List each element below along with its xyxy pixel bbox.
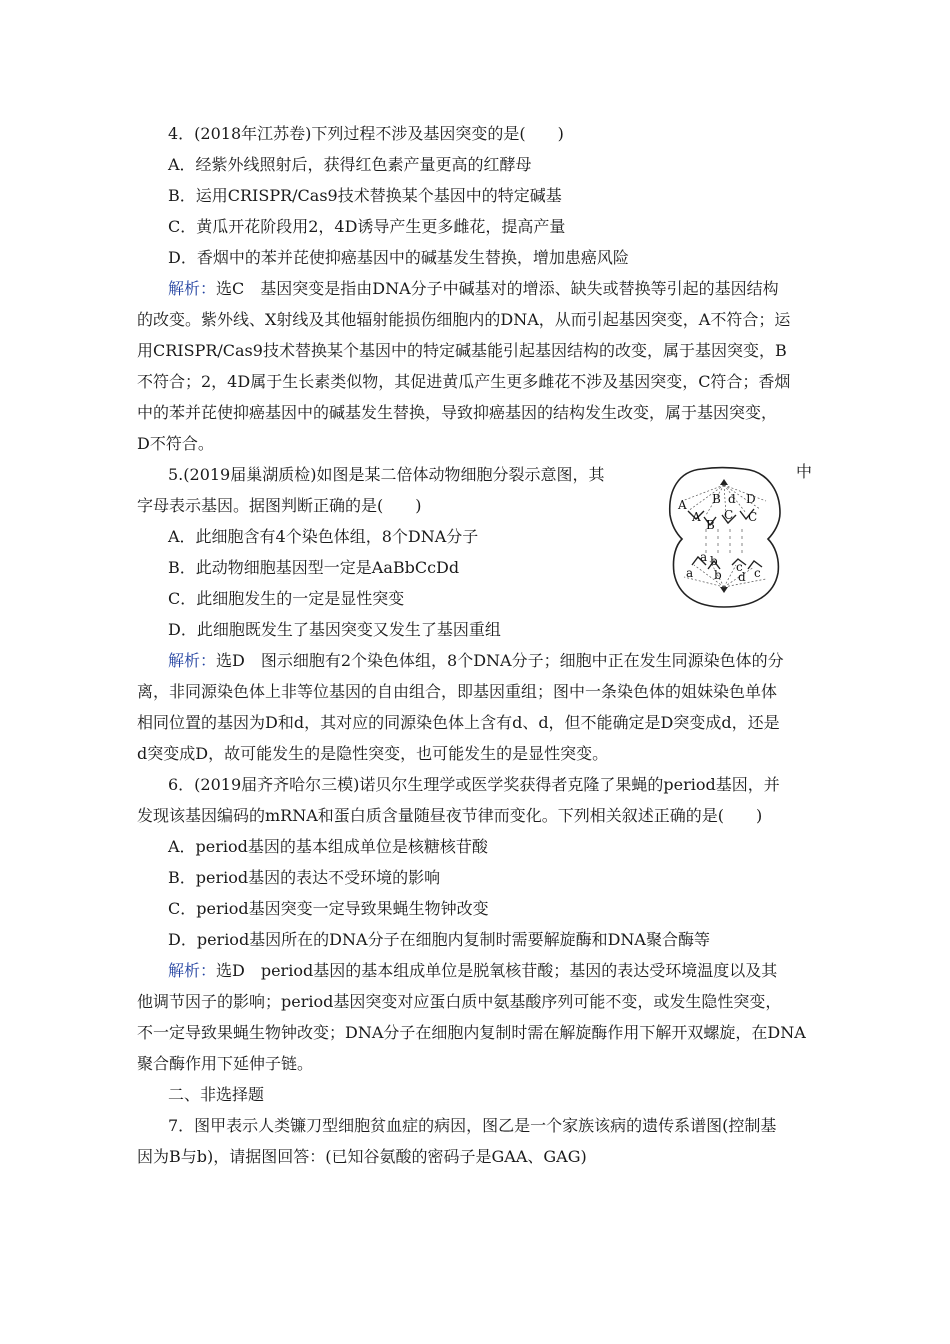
- q4-stem: 4．(2018年江苏卷)下列过程不涉及基因突变的是( ): [168, 124, 564, 143]
- q6-option-b: B．period基因的表达不受环境的影响: [168, 868, 441, 887]
- q5-analysis-line-2: 离，非同源染色体上非等位基因的自由组合，即基因重组；图中一条染色体的姐妹染色单体: [137, 682, 778, 701]
- q4-analysis-line-3: 用CRISPR/Cas9技术替换某个基因中的特定碱基能引起基因结构的改变，属于基因突变，B: [137, 341, 787, 360]
- q6-stem-line-2: 发现该基因编码的mRNA和蛋白质含量随昼夜节律而变化。下列相关叙述正确的是( ): [137, 806, 763, 825]
- q5-analysis-label: 解析：: [168, 651, 217, 670]
- q5-option-c: C．此细胞发生的一定是显性突变: [168, 589, 405, 608]
- q4-analysis-line-1: 解析：选C 基因突变是指由DNA分子中碱基对的增添、缺失或替换等引起的基因结构: [168, 279, 779, 298]
- q4-option-b: B．运用CRISPR/Cas9技术替换某个基因中的特定碱基: [168, 186, 562, 205]
- figure-label-c: c: [736, 560, 743, 574]
- figure-label-A2: A: [692, 510, 701, 524]
- q5-stem-line-2: 字母表示基因。据图判断正确的是( ): [137, 496, 422, 515]
- figure-label-C2: C: [748, 510, 758, 524]
- q4-analysis-line-2: 的改变。紫外线、X射线及其他辐射能损伤细胞内的DNA，从而引起基因突变，A不符合；运: [137, 310, 791, 329]
- figure-label-a2: a: [686, 566, 694, 580]
- q6-option-a: A．period基因的基本组成单位是核糖核苷酸: [168, 837, 488, 856]
- q5-analysis-line-1: 解析：选D 图示细胞有2个染色体组，8个DNA分子；细胞中正在发生同源染色体的分: [168, 651, 784, 670]
- cell-division-figure: [666, 465, 784, 611]
- q4-analysis-label: 解析：: [168, 279, 217, 298]
- q6-analysis-line-4: 聚合酶作用下延伸子链。: [137, 1054, 314, 1073]
- figure-label-c2: c: [754, 566, 761, 580]
- q7-stem-line-2: 因为B与b)，请据图回答：(已知谷氨酸的密码子是GAA、GAG): [137, 1147, 587, 1166]
- figure-label-B2: B: [706, 518, 715, 532]
- q5-analysis-line-4: d突变成D，故可能发生的是隐性突变，也可能发生的是显性突变。: [137, 744, 609, 763]
- figure-label-d2: d: [738, 570, 746, 584]
- q6-analysis-label: 解析：: [168, 961, 217, 980]
- q5-option-a: A．此细胞含有4个染色体组，8个DNA分子: [168, 527, 479, 546]
- q7-stem-line-1: 7．图甲表示人类镰刀型细胞贫血症的病因，图乙是一个家族该病的遗传系谱图(控制基: [168, 1116, 777, 1135]
- q4-option-d: D．香烟中的苯并芘使抑癌基因中的碱基发生替换，增加患癌风险: [168, 248, 629, 267]
- figure-label-A: A: [678, 498, 687, 512]
- q5-option-d: D．此细胞既发生了基因突变又发生了基因重组: [168, 620, 501, 639]
- q6-stem-line-1: 6．(2019届齐齐哈尔三模)诺贝尔生理学或医学奖获得者克隆了果蝇的period基因，并: [168, 775, 780, 794]
- q6-analysis-line-1: 解析：选D period基因的基本组成单位是脱氧核苷酸；基因的表达受环境温度以及其: [168, 961, 778, 980]
- figure-label-a: a: [700, 550, 708, 564]
- q5-analysis-line-3: 相同位置的基因为D和d，其对应的同源染色体上含有d、d，但不能确定是D突变成d，还是: [137, 713, 780, 732]
- q4-analysis-line-5: 中的苯并芘使抑癌基因中的碱基发生替换，导致抑癌基因的结构发生改变，属于基因突变，: [137, 403, 778, 422]
- q6-analysis-line-2: 他调节因子的影响；period基因突变对应蛋白质中氨基酸序列可能不变，或发生隐性突变，: [137, 992, 782, 1011]
- figure-label-b: b: [710, 554, 718, 568]
- q4-option-a: A．经紫外线照射后，获得红色素产量更高的红酵母: [168, 155, 532, 174]
- figure-label-b2: b: [714, 568, 722, 582]
- q4-option-c: C．黄瓜开花阶段用2，4D诱导产生更多雌花，提高产量: [168, 217, 566, 236]
- figure-label-d: d: [728, 492, 736, 506]
- section-heading: 二、非选择题: [168, 1085, 265, 1104]
- q4-analysis-line-6: D不符合。: [137, 434, 214, 453]
- q5-option-b: B．此动物细胞基因型一定是AaBbCcDd: [168, 558, 460, 577]
- q5-stem-zhong: 中: [796, 462, 813, 481]
- q4-analysis-line-4: 不符合；2，4D属于生长素类似物，其促进黄瓜产生更多雌花不涉及基因突变，C符合；香烟: [137, 372, 791, 391]
- q5-stem-line-1: 5.(2019届巢湖质检)如图是某二倍体动物细胞分裂示意图，其: [168, 465, 605, 484]
- q6-analysis-line-3: 不一定导致果蝇生物钟改变；DNA分子在细胞内复制时需在解旋酶作用下解开双螺旋，在DNA: [137, 1023, 806, 1042]
- figure-label-C: C: [724, 508, 734, 522]
- figure-label-B: B: [712, 492, 721, 506]
- q6-option-c: C．period基因突变一定导致果蝇生物钟改变: [168, 899, 489, 918]
- figure-label-D: D: [746, 492, 756, 506]
- q6-option-d: D．period基因所在的DNA分子在细胞内复制时需要解旋酶和DNA聚合酶等: [168, 930, 710, 949]
